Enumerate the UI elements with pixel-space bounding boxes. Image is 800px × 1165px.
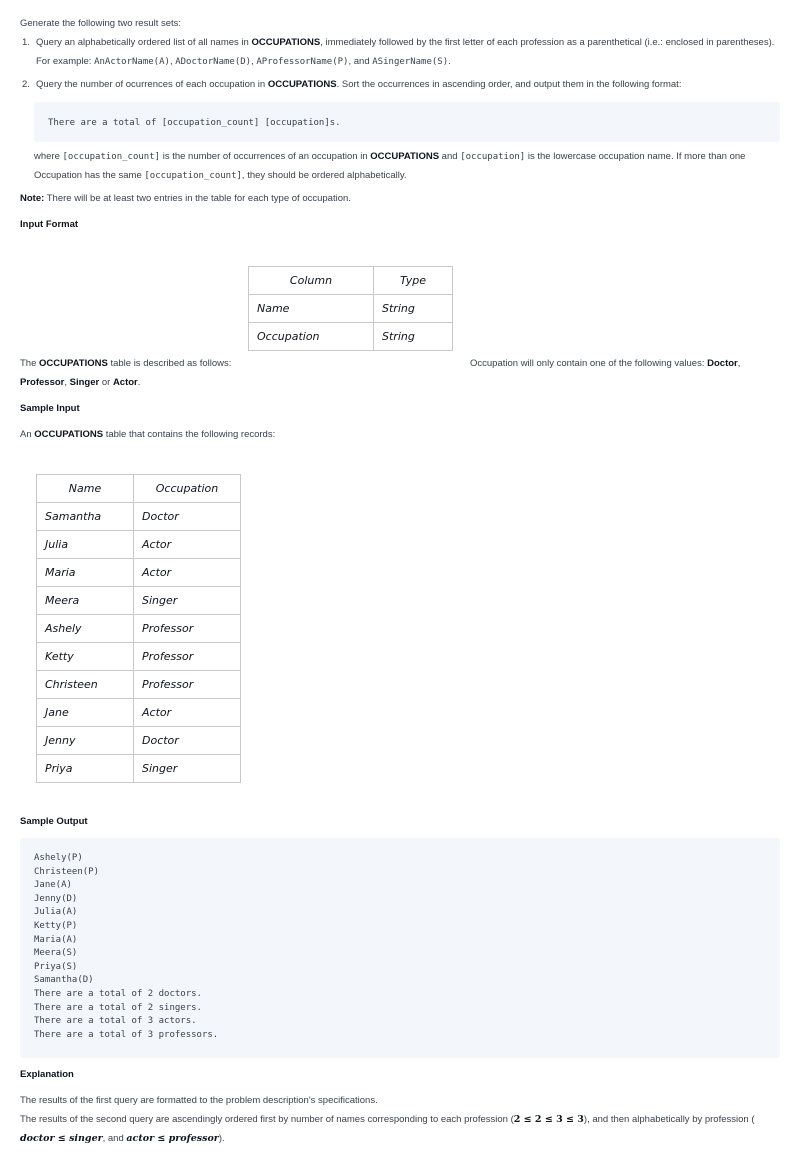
cell-name: Christeen [37, 671, 134, 699]
cell-name: Meera [37, 587, 134, 615]
explanation-heading: Explanation [20, 1069, 74, 1080]
output-line: There are a total of 3 actors. [34, 1016, 197, 1027]
output-line: Priya(S) [34, 961, 78, 972]
sample-header-row [37, 475, 241, 503]
input-format-heading: Input Format [20, 219, 79, 230]
output-line: There are a total of 3 professors. [34, 1029, 219, 1040]
schema-table [248, 266, 453, 351]
output-line: Ketty(P) [34, 920, 78, 931]
schema-header-type: Type [374, 267, 453, 295]
sample-header-occupation: Occupation [134, 475, 241, 503]
output-line: Jane(A) [34, 880, 72, 891]
output-line: Maria(A) [34, 934, 78, 945]
output-line: Jenny(D) [34, 893, 78, 904]
output-line: There are a total of 2 singers. [34, 1002, 202, 1013]
note-text: Note: There will be at least two entries in the table for each type of occupation. [20, 193, 351, 204]
format-code-block: There are a total of [occupation_count] [occupation]s. [34, 102, 780, 142]
table-row [37, 755, 241, 783]
cell-occupation: Actor [134, 699, 241, 727]
explanation-line-1: The results of the first query are formatted to the problem description's specifications. [20, 1095, 378, 1106]
table-row [37, 503, 241, 531]
sample-input-description: An OCCUPATIONS table that contains the following records: [20, 429, 276, 440]
cell-name: Ashely [37, 615, 134, 643]
cell-name: Jane [37, 699, 134, 727]
cell-occupation: Actor [134, 559, 241, 587]
sample-output-block [20, 838, 780, 1058]
cell-occupation: Doctor [134, 727, 241, 755]
table-row [37, 699, 241, 727]
explanation-line-3: doctor ≤ singer, and actor ≤ professor). [20, 1133, 225, 1144]
schema-cell: String [374, 295, 453, 323]
output-line: Julia(A) [34, 907, 78, 918]
sample-output-heading: Sample Output [20, 816, 88, 827]
occupation-values-cont: Professor, Singer or Actor. [20, 377, 141, 388]
schema-row [249, 323, 453, 351]
table-row [37, 559, 241, 587]
explanation-line-2: The results of the second query are ascendingly ordered first by number of names corresponding to each profession (2 ≤ 2 ≤ 3 ≤ 3), and then alphabetically by profession ( [20, 1114, 755, 1125]
cell-occupation: Singer [134, 755, 241, 783]
cell-occupation: Singer [134, 587, 241, 615]
cell-name: Ketty [37, 643, 134, 671]
cell-occupation: Professor [134, 671, 241, 699]
cell-occupation: Professor [134, 615, 241, 643]
output-line: Christeen(P) [34, 866, 100, 877]
sample-input-heading: Sample Input [20, 403, 80, 414]
output-line: Meera(S) [34, 948, 78, 959]
cell-occupation: Actor [134, 531, 241, 559]
cell-name: Julia [37, 531, 134, 559]
cell-name: Samantha [37, 503, 134, 531]
occupation-values-text: Occupation will only contain one of the following values: Doctor, [470, 358, 741, 369]
table-row [37, 531, 241, 559]
schema-cell: Occupation [249, 323, 374, 351]
output-line: Samantha(D) [34, 975, 94, 986]
cell-occupation: Doctor [134, 503, 241, 531]
table-row [37, 615, 241, 643]
step-2-text: 2. Query the number of ocurrences of each occupation in OCCUPATIONS. Sort the occurrences in ascending order, and output them in the following format: [22, 79, 682, 90]
output-line: There are a total of 2 doctors. [34, 988, 202, 999]
cell-name: Priya [37, 755, 134, 783]
schema-cell: String [374, 323, 453, 351]
step-1-text: 1. Query an alphabetically ordered list of all names in OCCUPATIONS, immediately followed by the first letter of each profession as a parenthetical (i.e.: enclosed in parentheses). [22, 37, 775, 48]
cell-occupation: Professor [134, 643, 241, 671]
intro-text: Generate the following two result sets: [20, 18, 182, 29]
schema-cell: Name [249, 295, 374, 323]
cell-name: Maria [37, 559, 134, 587]
table-row [37, 643, 241, 671]
sample-input-table [36, 474, 241, 783]
cell-name: Jenny [37, 727, 134, 755]
schema-row [249, 295, 453, 323]
where-text-line-2: Occupation has the same [occupation_count], they should be ordered alphabetically. [34, 170, 407, 181]
table-row [37, 587, 241, 615]
table-row [37, 727, 241, 755]
step-1-example: For example: AnActorName(A), ADoctorName(D), AProfessorName(P), and ASingerName(S). [36, 56, 451, 67]
schema-header-row [249, 267, 453, 295]
output-line: Ashely(P) [34, 853, 83, 863]
schema-header-column: Column [249, 267, 374, 295]
table-description: The OCCUPATIONS table is described as follows: [20, 358, 232, 369]
where-text-line-1: where [occupation_count] is the number of occurrences of an occupation in OCCUPATIONS and [occupation] is the lowercase occupation name. If more than one [34, 151, 746, 162]
table-row [37, 671, 241, 699]
sample-header-name: Name [37, 475, 134, 503]
